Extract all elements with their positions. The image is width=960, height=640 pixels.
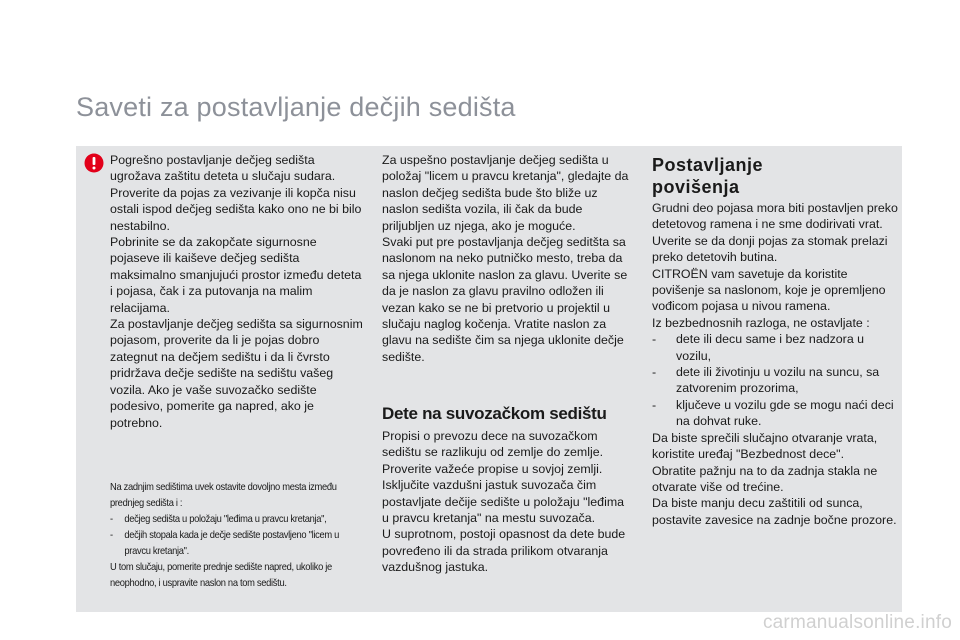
paragraph: Iz bezbednosnih razloga, ne ostavljate : bbox=[652, 315, 870, 330]
list-item: - dečjeg sedišta u položaju "leđima u pravcu kretanja", bbox=[110, 512, 360, 528]
section-heading-passenger-seat: Dete na suvozačkom sedištu bbox=[382, 404, 607, 423]
paragraph: Da biste manju decu zaštitili od sunca, postavite zavesice na zadnje bočne prozore. bbox=[652, 496, 897, 527]
list-item: - ključeve u vozilu gde se mogu naći deci na dohvat ruke. bbox=[652, 397, 894, 429]
page-title: Saveti za postavljanje dečjih sedišta bbox=[76, 92, 516, 122]
note-intro: Na zadnjim sedištima uvek ostavite dovoljno mesta između prednjeg sedišta i : bbox=[110, 482, 337, 509]
list-item: - dete ili životinju u vozilu na suncu, sa zatvorenim prozorima, bbox=[652, 365, 880, 396]
dash: - bbox=[110, 514, 113, 525]
note-outro: U tom slučaju, pomerite prednje sedište napred, ukoliko je neophodno, i uspravite naslon na tom sedištu. bbox=[110, 562, 332, 589]
dash: - bbox=[110, 530, 113, 541]
paragraph: Grudni deo pojasa mora biti postavljen preko detetovog ramena i ne sme dodirivati vrat. bbox=[652, 201, 898, 232]
paragraph: Pobrinite se da zakopčate sigurnosne pojaseve ili kaiševe dečjeg sedišta maksimalno smanjujući prostor između deteta i pojasa, čak i za putovanja na malim relacijama. bbox=[110, 235, 362, 315]
paragraph: CITROËN vam savetuje da koristite povišenje sa naslonom, koje je opremljeno vođicom pojasa u nivou ramena. bbox=[652, 266, 886, 314]
warning-text bbox=[110, 152, 366, 431]
paragraph: Obratite pažnju na to da zadnja stakla ne otvarate više od trećine. bbox=[652, 463, 878, 494]
paragraph: Pogrešno postavljanje dečjeg sedišta ugrožava zaštitu deteta u slučaju sudara. Proverite da pojas za vezivanje ili kopča nisu ostali ispod dečjeg sedišta kako ono ne bi bilo nestabilno. bbox=[110, 153, 362, 233]
section-heading-booster: Postavljanje povišenja bbox=[652, 155, 764, 197]
list-item: - dete ili decu same i bez nadzora u vozilu, bbox=[652, 332, 865, 363]
rear-seat-note bbox=[110, 480, 360, 592]
note-list bbox=[110, 512, 360, 560]
paragraph: Uverite se da donji pojas za stomak prelazi preko detetovih butina. bbox=[652, 233, 888, 265]
paragraph: Za postavljanje dečjeg sedišta sa sigurnosnim pojasom, proverite da li je pojas dobro zategnut na dečjem sedištu i da li čvrsto pridržava dečje sedište na sedištu vašeg vozila. Ako je vaše suvozačko sedište podesivo, pomerite ga napred, ako je potrebno. bbox=[110, 317, 363, 430]
paragraph: Isključite vazdušni jastuk suvozača čim postavljate dečije sedište u položaju "leđima u pravcu kretanja" na mestu suvozača. bbox=[382, 478, 625, 526]
dash: - bbox=[652, 397, 657, 412]
booster-text bbox=[652, 200, 900, 528]
list-item: - dečjih stopala kada je dečje sedište postavljeno "licem u pravcu kretanja". bbox=[110, 530, 340, 557]
passenger-seat-text bbox=[382, 428, 630, 576]
paragraph: Svaki put pre postavljanja dečjeg seditšta sa naslonom na neko putničko mesto, treba da sa njega uklonite naslon za glavu. Uverite se da je naslon za glavu pravilno odložen ili vezan kako se ne bi pretvorio u projektil u slučaju naglog kočenja. Vratite naslon za glavu na sedište čim sa njega uklonite dečje sedište. bbox=[382, 235, 628, 364]
dash: - bbox=[652, 332, 657, 347]
paragraph: Da biste sprečili slučajno otvaranje vrata, koristite uređaj "Bezbednost dece". bbox=[652, 430, 878, 462]
safety-list bbox=[652, 331, 900, 429]
watermark[interactable]: carmanualsonline.info bbox=[762, 612, 952, 633]
paragraph: Za uspešno postavljanje dečjeg sedišta u položaj "licem u pravcu kretanja", gledajte da naslon dečjeg sedišta bude što bliže uz naslon sedišta vozila, ili čak da bude priljubljen uz njega, ako je moguće. bbox=[382, 153, 629, 233]
dash: - bbox=[652, 365, 657, 380]
warning-icon bbox=[84, 153, 104, 173]
forward-facing-text bbox=[382, 152, 630, 365]
paragraph: Propisi o prevozu dece na suvozačkom sedištu se razlikuju od zemlje do zemlje. Proverite važeće propise u sovjoj zemlji. bbox=[382, 429, 604, 476]
paragraph: U suprotnom, postoji opasnost da dete bude povređeno ili da strada prilikom otvaranja vazdušnog jastuka. bbox=[382, 527, 626, 575]
